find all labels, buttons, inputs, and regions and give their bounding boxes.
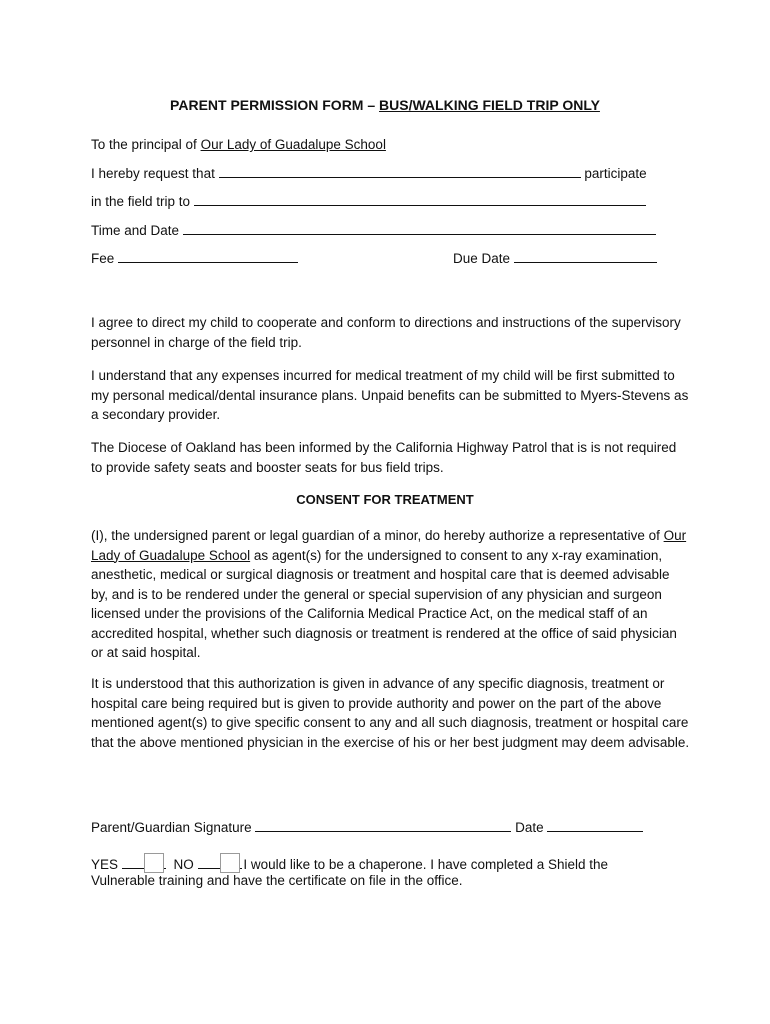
signature-date-field[interactable] (547, 819, 643, 832)
time-date-field[interactable] (183, 222, 656, 235)
signature-row (91, 819, 643, 835)
time-date-row (91, 222, 656, 238)
due-date-field[interactable] (514, 250, 657, 263)
yes-checkbox[interactable] (144, 853, 164, 873)
consent-text-rest: as agent(s) for the undersigned to consent to any x-ray examination, anesthetic, medical or surgical diagnosis or treatment and hospital care that is deemed advisable by, and is to be rendered under the general or special supervision of any physician and surgeon licensed under the provisions of the California Medical Practice Act, on the medical staff of an accredited hospital, whether such diagnosis or treatment is rendered at the office of said physician or at said hospital. (91, 547, 677, 660)
authorization-paragraph: It is understood that this authorization is given in advance of any specific diagnosis, treatment or hospital care being required but is given to provide authority and power on the part of the above mentioned agent(s) to give specific consent to any and all such diagnosis, treatment or hospital care that the above mentioned physician in the exercise of his or her best judgment may deem advisable. (91, 676, 690, 750)
field-trip-destination-field[interactable] (194, 193, 646, 206)
participate-label: participate (584, 166, 647, 181)
no-label: NO (173, 857, 194, 872)
consent-text-start: (I), the undersigned parent or legal guardian of a minor, do hereby authorize a representative of (91, 528, 664, 543)
title-prefix: PARENT PERMISSION FORM – (170, 97, 380, 113)
expenses-paragraph: I understand that any expenses incurred for medical treatment of my child will be first submitted to my personal medical/dental insurance plans. Unpaid benefits can be submitted to Myers-Stevens as a secondary provider. (91, 368, 689, 422)
school-name: Our Lady of Guadalupe School (200, 137, 386, 152)
time-date-label: Time and Date (91, 223, 180, 238)
chaperone-text: I would like to be a chaperone. I have completed a Shield the (243, 857, 609, 872)
consent-school-name: Our Lady of Guadalupe School (91, 528, 687, 563)
no-checkbox[interactable] (220, 853, 240, 873)
field-trip-label: in the field trip to (91, 194, 191, 209)
fee-row (91, 250, 298, 266)
title-underlined: BUS/WALKING FIELD TRIP ONLY (379, 97, 600, 113)
signature-field[interactable] (255, 819, 511, 832)
signature-label: Parent/Guardian Signature (91, 820, 252, 835)
fee-field[interactable] (118, 250, 298, 263)
principal-prefix: To the principal of (91, 137, 201, 152)
agreement-paragraph: I agree to direct my child to cooperate and conform to directions and instructions of the supervisory personnel in charge of the field trip. (91, 315, 681, 350)
principal-line (91, 137, 386, 152)
due-date-row (453, 250, 657, 266)
signature-date-label: Date (515, 820, 544, 835)
diocese-paragraph: The Diocese of Oakland has been informed by the California Highway Patrol that is is not required to provide safety seats and booster seats for bus field trips. (91, 440, 677, 475)
chaperone-row (91, 853, 608, 873)
request-label: I hereby request that (91, 166, 215, 181)
student-name-field[interactable] (219, 165, 581, 178)
form-title (0, 97, 770, 113)
fee-label: Fee (91, 251, 115, 266)
yes-label: YES (91, 857, 119, 872)
field-trip-row (91, 193, 646, 209)
consent-heading: CONSENT FOR TREATMENT (296, 492, 474, 507)
request-row (91, 165, 647, 181)
chaperone-text-line2: Vulnerable training and have the certificate on file in the office. (91, 873, 463, 888)
consent-paragraph (91, 526, 689, 663)
due-date-label: Due Date (453, 251, 511, 266)
